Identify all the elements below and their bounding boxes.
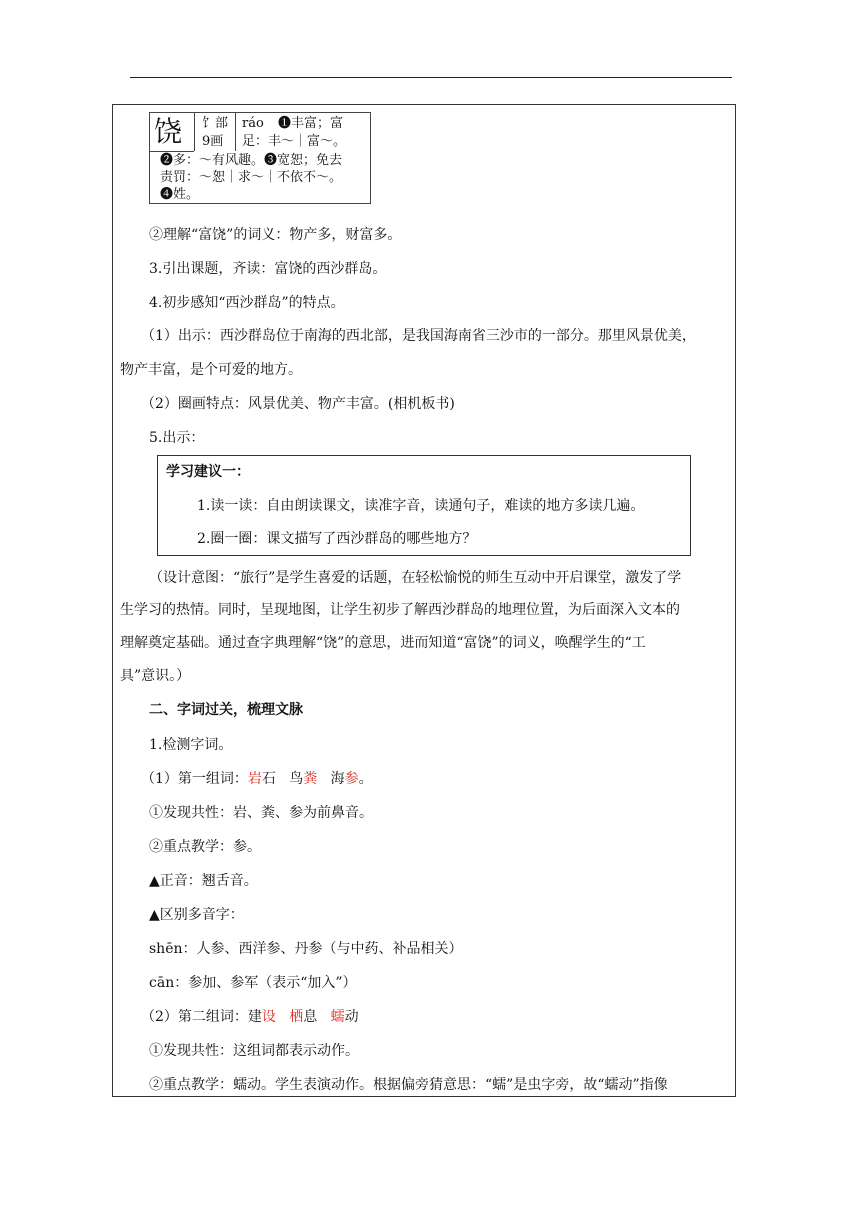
text-line: 3.引出课题，齐读：富饶的西沙群岛。 bbox=[149, 261, 387, 277]
dict-sense-2: ❷多：～有风趣。❸宽恕；免去 bbox=[160, 153, 343, 168]
dict-sense-4: ❹姓。 bbox=[160, 187, 200, 202]
dict-separator bbox=[235, 113, 236, 151]
header-rule bbox=[130, 77, 732, 78]
dict-radical: 饣部 bbox=[202, 116, 229, 131]
word-char: 石 bbox=[261, 771, 276, 787]
word-char: 鸟 bbox=[289, 771, 304, 787]
punctuation: 。 bbox=[358, 771, 373, 787]
text-line: ▲区别多音字： bbox=[149, 907, 244, 923]
dictionary-entry bbox=[149, 112, 371, 204]
word-group-label: （2）第二组词： bbox=[141, 1009, 248, 1025]
highlight-char: 岩 bbox=[247, 771, 262, 787]
text-line: 物产丰富，是个可爱的地方。 bbox=[120, 362, 302, 378]
dict-character: 饶 bbox=[154, 115, 183, 148]
text-line: 1.检测字词。 bbox=[149, 737, 233, 753]
word-group-1 bbox=[141, 769, 373, 789]
text-line: （2）圈画特点：风景优美、物产丰富。(相机板书) bbox=[141, 396, 455, 412]
dict-sense-1b: 足：丰～｜富～。 bbox=[242, 134, 347, 149]
design-intent-line: 理解奠定基础。通过查字典理解“饶”的意思，进而知道“富饶”的词义，唤醒学生的“工 bbox=[120, 635, 646, 651]
text-line: ②重点教学：蠕动。学生表演动作。根据偏旁猜意思：“蠕”是虫字旁，故“蠕动”指像 bbox=[149, 1077, 668, 1093]
word-char: 海 bbox=[330, 771, 345, 787]
dict-strokes: 9画 bbox=[202, 134, 224, 149]
dict-sense-1a: ❶丰富；富 bbox=[278, 116, 344, 131]
dict-divider bbox=[150, 151, 194, 152]
suggestion-item: 2.圈一圈：课文描写了西沙群岛的哪些地方？ bbox=[197, 531, 477, 547]
text-line: 4.初步感知“西沙群岛”的特点。 bbox=[149, 295, 345, 311]
highlight-char: 粪 bbox=[303, 771, 318, 787]
text-line: ①发现共性：岩、粪、参为前鼻音。 bbox=[149, 805, 373, 821]
text-line: ②重点教学：参。 bbox=[149, 839, 261, 855]
text-line: 5.出示： bbox=[149, 430, 205, 446]
word-char: 动 bbox=[344, 1009, 359, 1025]
highlight-char: 参 bbox=[344, 771, 359, 787]
dict-pinyin: ráo bbox=[242, 116, 264, 131]
highlight-char: 蠕 bbox=[330, 1009, 345, 1025]
text-line: ②理解“富饶”的词义：物产多，财富多。 bbox=[149, 227, 402, 243]
highlight-char: 栖 bbox=[289, 1009, 304, 1025]
section-heading: 二、字词过关，梳理文脉 bbox=[149, 702, 303, 718]
word-char: 息 bbox=[303, 1009, 318, 1025]
suggestion-title: 学习建议一： bbox=[166, 464, 250, 480]
text-line: ①发现共性：这组词都表示动作。 bbox=[149, 1043, 359, 1059]
highlight-char: 设 bbox=[261, 1009, 276, 1025]
word-group-2 bbox=[141, 1007, 359, 1027]
word-group-label: （1）第一组词： bbox=[141, 771, 248, 787]
text-line: cān：参加、参军（表示“加入”） bbox=[149, 975, 357, 991]
design-intent-line: 具”意识。） bbox=[120, 668, 191, 684]
suggestion-item: 1.读一读：自由朗读课文，读准字音，读通句子，难读的地方多读几遍。 bbox=[197, 498, 645, 514]
design-intent-line: 生学习的热情。同时，呈现地图，让学生初步了解西沙群岛的地理位置，为后面深入文本的 bbox=[120, 602, 680, 618]
text-line: shēn：人参、西洋参、丹参（与中药、补品相关） bbox=[149, 941, 463, 957]
dict-sense-3: 责罚：～恕｜求～｜不依不～。 bbox=[160, 170, 343, 185]
dict-separator bbox=[194, 113, 195, 151]
text-line: ▲正音：翘舌音。 bbox=[149, 873, 258, 889]
text-line: （1）出示：西沙群岛位于南海的西北部，是我国海南省三沙市的一部分。那里风景优美， bbox=[141, 328, 696, 344]
word-char: 建 bbox=[247, 1009, 262, 1025]
design-intent-line: （设计意图：“旅行”是学生喜爱的话题，在轻松愉悦的师生互动中开启课堂，激发了学 bbox=[149, 570, 682, 586]
